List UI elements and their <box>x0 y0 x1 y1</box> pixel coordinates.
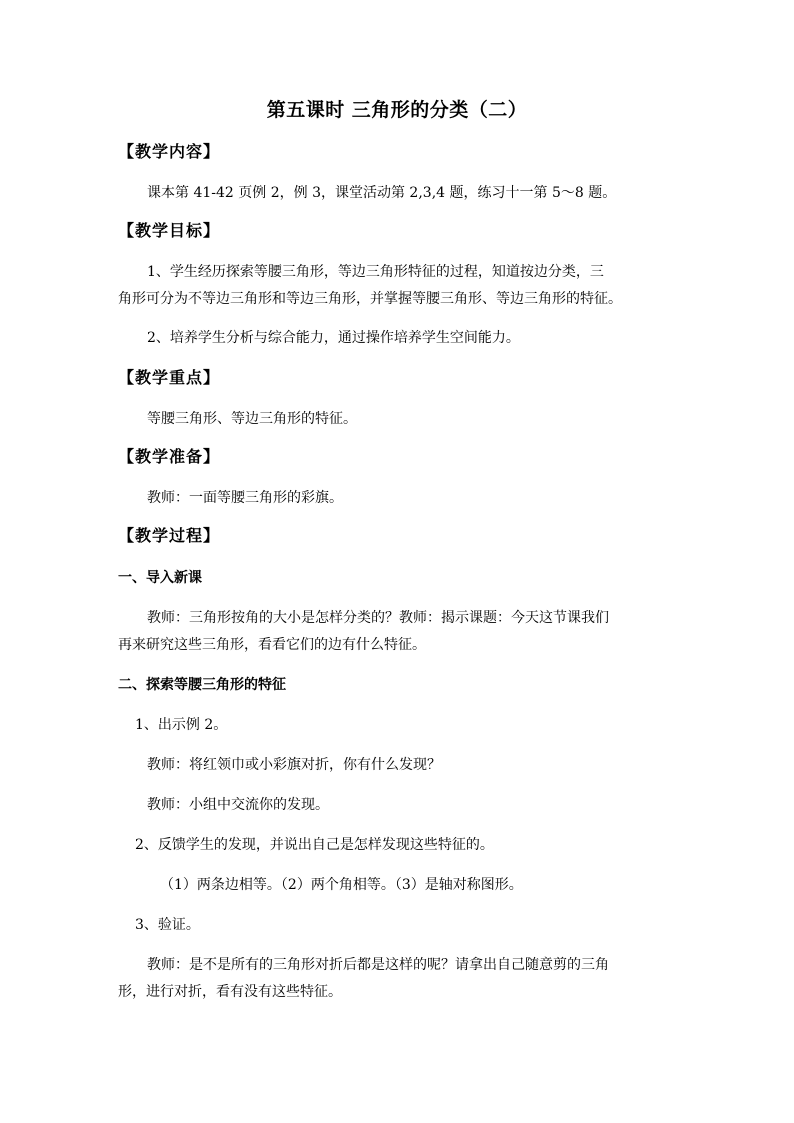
step-2: 2、反馈学生的发现，并说出自己是怎样发现这些特征的。 <box>135 837 494 853</box>
heading-preparation: 【教学准备】 <box>118 447 221 466</box>
heading-teaching-goals: 【教学目标】 <box>118 221 221 240</box>
step-3: 3、验证。 <box>135 917 200 933</box>
step-3-line-2: 形，进行对折，看有没有这些特征。 <box>118 984 342 1000</box>
heading-part-1: 一、导入新课 <box>118 570 202 586</box>
goal-1-line-1: 1、学生经历探索等腰三角形，等边三角形特征的过程，知道按边分类，三 <box>147 264 604 280</box>
step-2-a: （1）两条边相等。（2）两个角相等。（3）是轴对称图形。 <box>160 877 523 893</box>
part-1-line-1: 教师：三角形按角的大小是怎样分类的？教师：揭示课题：今天这节课我们 <box>147 610 609 626</box>
step-3-line-1: 教师：是不是所有的三角形对折后都是这样的呢？请拿出自己随意剪的三角 <box>147 957 609 973</box>
key-points-text: 等腰三角形、等边三角形的特征。 <box>147 411 357 427</box>
step-1-b: 教师：小组中交流你的发现。 <box>147 797 329 813</box>
preparation-text: 教师：一面等腰三角形的彩旗。 <box>147 490 343 506</box>
heading-teaching-process: 【教学过程】 <box>118 526 221 545</box>
heading-part-2: 二、探索等腰三角形的特征 <box>118 677 286 693</box>
part-1-line-2: 再来研究这些三角形，看看它们的边有什么特征。 <box>118 637 426 653</box>
step-1-a: 教师：将红领巾或小彩旗对折，你有什么发现？ <box>147 757 441 773</box>
page-title: 第五课时 三角形的分类（二） <box>266 99 528 121</box>
goal-2: 2、培养学生分析与综合能力，通过操作培养学生空间能力。 <box>147 330 520 346</box>
teaching-content-text: 课本第 41-42 页例 2，例 3，课堂活动第 2,3,4 题，练习十一第 5～8 题。 <box>147 185 617 201</box>
heading-teaching-content: 【教学内容】 <box>118 142 221 161</box>
heading-key-points: 【教学重点】 <box>118 368 221 387</box>
step-1: 1、出示例 2。 <box>135 717 228 733</box>
goal-1-line-2: 角形可分为不等边三角形和等边三角形，并掌握等腰三角形、等边三角形的特征。 <box>118 291 622 307</box>
